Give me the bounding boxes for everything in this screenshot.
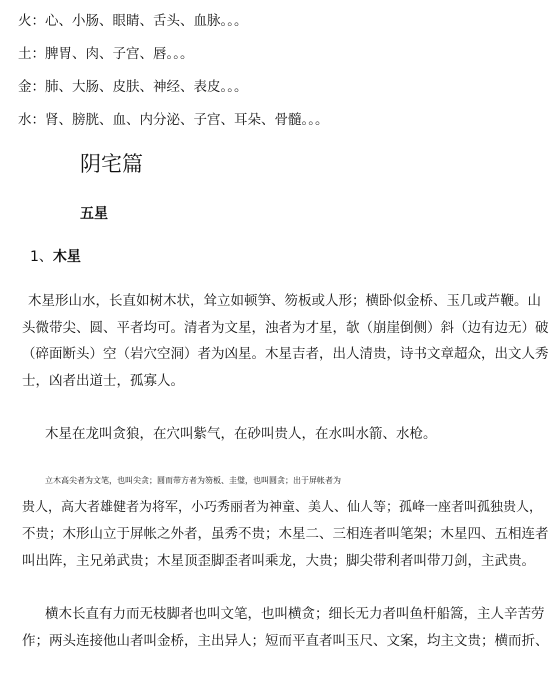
paragraph-1-line-4: 士，凶者出道士，孤寡人。 [22, 372, 184, 389]
paragraph-4-line-2: 作；两头连接他山者叫金桥，主出异人；短而平直者叫玉尺、文案，均主文贵；横而折、 [22, 632, 549, 649]
paragraph-1-line-2: 头微带尖、圆、平者均可。清者为文星，浊者为才星，欹（崩崖倒侧）斜（边有边无）破 [22, 319, 549, 336]
paragraph-4-line-1: 横木长直有力而无枝脚者也叫文笔，也叫横贪；细长无力者叫鱼杆船篙，主人辛苦劳 [45, 606, 545, 622]
item-heading [30, 248, 81, 266]
section-title: 阴宅篇 [80, 152, 143, 176]
element-line-water: 水：肾、膀胱、血、内分泌、子宫、耳朵、骨髓。。。 [18, 112, 329, 128]
paragraph-3-line-4: 叫出阵，主兄弟武贵；木星顶歪脚歪者叫乘龙，大贵；脚尖带利者叫带刀剑，主武贵。 [22, 552, 535, 569]
element-line-metal: 金：肺、大肠、皮肤、神经、表皮。。。 [18, 79, 248, 95]
paragraph-4 [22, 601, 549, 654]
element-line-earth: 土：脾胃、肉、子宫、唇。。。 [18, 46, 194, 62]
item-heading-text: 木星 [52, 249, 81, 265]
paragraph-2 [45, 421, 437, 448]
paragraph-3-line-2: 贵人，高大者雄健者为将军，小巧秀丽者为神童、美人、仙人等；孤峰一座者叫孤独贵人， [22, 499, 543, 515]
paragraph-1-line-3: （碎面断头）空（岩穴空洞）者为凶星。木星吉者，出人清贵，诗书文章超众，出文人秀 [22, 346, 549, 362]
paragraph-1-line-1: 木星形山水，长直如树木状，耸立如顿笋、笏板或人形；横卧似金桥、玉几或芦鞭。山 [28, 293, 541, 309]
element-line-fire: 火：心、小肠、眼睛、舌头、血脉。。。 [18, 13, 248, 29]
paragraph-3 [22, 468, 549, 574]
paragraph-2-line-1: 木星在龙叫贪狼，在穴叫紫气，在砂叫贵人，在水叫水箭、水枪。 [45, 426, 437, 442]
paragraph-1 [22, 288, 549, 394]
paragraph-3-line-3: 不贵；木形山立于屏帐之外者，虽秀不贵；木星二、三相连者叫笔架；木星四、五相连者 [22, 526, 549, 542]
paragraph-3-line-1: 立木高尖者为文笔，也叫尖贪；圆而带方者为笏板、圭璧，也叫圆贪；出于屏帐者为 [45, 476, 341, 485]
subsection-title: 五星 [80, 206, 108, 222]
item-heading-number: 1、 [30, 249, 53, 265]
